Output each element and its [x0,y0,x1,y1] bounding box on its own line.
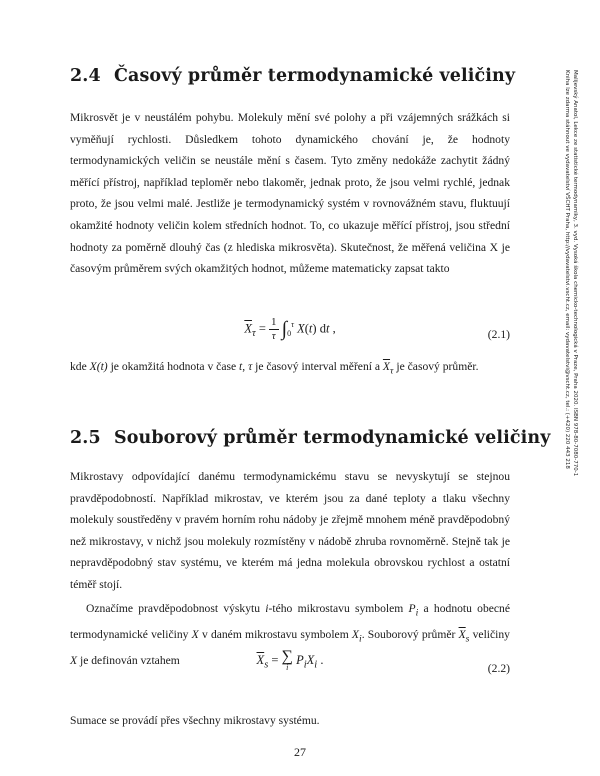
section-heading-2-5 [70,428,550,448]
section-title: Souborový průměr termodynamické veličiny [114,428,551,448]
page-number: 27 [294,745,306,759]
section-title: Časový průměr termodynamické veličiny [114,66,516,86]
equation-2-1-body: $\overline{X}_\tau$ = $\frac{1}{\tau}$ $\int_0^\tau$ X(t) dt , [244,316,336,342]
section-heading-2-4 [70,66,515,86]
equation-2-2-body: $\overline{X}_s$ = ∑ i $P_iX_i$ . [256,648,324,672]
section-number: 2.4 [70,66,101,86]
equation-2-2 [70,650,510,690]
paragraph-microstates: Mikrostavy odpovídající danému termodynamickému stavu se nevyskytují se stejnou pravděpodobností. Například mikrostav, ve kterém jsou za dané teploty a tlaku všechny molekuly soustředěny v pravém horním rohu nádoby je zřejmě mnohem méně pravděpodobný než mikrostavy, v nichž jsou molekuly rozmístěny v nádobě zhruba rovnoměrně. Stejně tak je nepravděpodobný stav systému, ve kterém má jedna molekula obrovskou rychlost a ostatní téměř stojí. [70,470,510,591]
sidenote-line-1: Malijevský Anatol, Lekce ze statistické termodynamiky, 3. vyd. Vysoká škola chemicko-technologická v Praze, Praha 2020. ISBN 978-80-7080-770-1 [572,70,578,477]
equation-2-1 [70,316,510,356]
equation-label: (2.2) [487,662,510,675]
sidenote-line-2: Kniha lze zdarma stáhnout ve vydavatelství VŠCHT Praha, http://vydavatelstvi.vscht.cz, email: vydavatelstvi@vscht.cz, tel.: (+420) 220 443 218 [564,70,570,469]
paragraph-eq-explanation: kde X(t) je okamžitá hodnota v čase t, τ je časový interval měření a $\overline{X}_\tau$ je časový průměr. [70,360,479,377]
paragraph-summation-note: Sumace se provádí přes všechny mikrostavy systému. [70,714,320,727]
paragraph-time-average: Mikrosvět je v neustálém pohybu. Molekuly mění své polohy a při vzájemných srážkách si vyměňují rychlosti. Důsledkem tohoto dynamického chování je, že hodnoty termodynamických veličin se neustále mění s časem. Tyto změny nedokáže zachytit žádný měřící přístroj, například teploměr nebo tlakoměr, jednak proto, že jsou velmi rychlé, jednak proto, že jsou velmi malé. Jestliže je termodynamický systém v rovnovážném stavu, fluktuují okamžité hodnoty veličin kolem středních hodnot. To, co ukazuje měřící přístroj, jsou střední hodnoty za poměrně dlouhý čas (z hlediska mikrosvěta). Skutečnost, že měřená veličina X je časovým průměrem svých okamžitých hodnot, můžeme matematicky zapsat takto [70,111,510,276]
paragraph-ensemble-definition: Označíme pravděpodobnost výskytu i-tého mikrostavu symbolem $P_i$ a hodnotu obecné termodynamické veličiny X v daném mikrostavu symbolem $X_i$. Souborový průměr $\overline{X}_s$ veličiny X je definován vztahem [70,602,510,667]
equation-label: (2.1) [487,328,510,341]
publisher-sidenote [557,70,579,570]
section-number: 2.5 [70,428,101,448]
